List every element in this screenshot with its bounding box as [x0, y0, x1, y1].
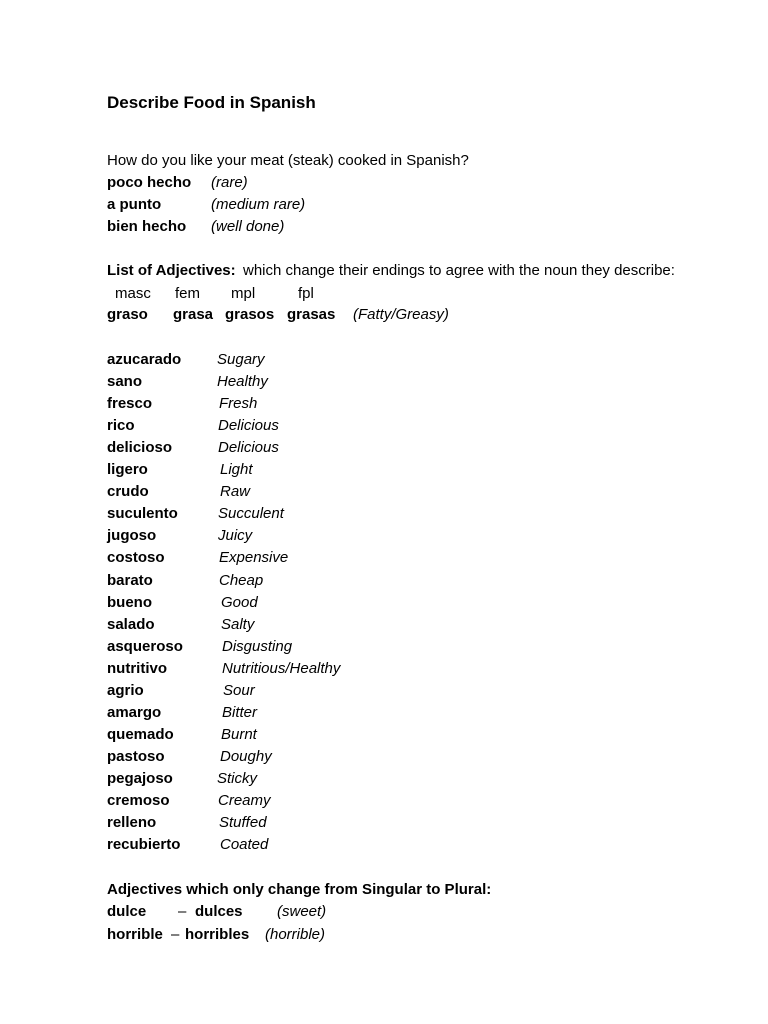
adjective-word: fresco	[107, 395, 153, 412]
plural-heading: Adjectives which only change from Singular to Plural:	[107, 881, 492, 898]
adjective-meaning: Fresh	[219, 395, 258, 412]
adjective-meaning: Bitter	[222, 704, 258, 721]
adjective-meaning: Creamy	[218, 792, 271, 809]
adjective-meaning: Raw	[220, 483, 251, 500]
adjective-word: quemado	[107, 726, 174, 743]
forms-header-fem: fem	[175, 285, 201, 302]
forms-header-masc: masc	[115, 285, 151, 302]
plural-meaning: (horrible)	[265, 926, 326, 943]
meat-term: poco hecho	[107, 174, 192, 191]
plural-meaning: (sweet)	[277, 903, 327, 920]
meat-term: a punto	[107, 196, 162, 213]
adjective-meaning: Stuffed	[219, 814, 267, 831]
meat-term: bien hecho	[107, 218, 187, 235]
example-masc: graso	[107, 306, 148, 323]
meat-question: How do you like your meat (steak) cooked in Spanish?	[107, 152, 469, 169]
adjective-meaning: Juicy	[218, 527, 253, 544]
meat-meaning: (medium rare)	[211, 196, 306, 213]
forms-header-fpl: fpl	[298, 285, 314, 302]
adjective-word: crudo	[107, 483, 149, 500]
plural-plural: dulces	[195, 903, 243, 920]
page-title: Describe Food in Spanish	[107, 93, 316, 112]
adjective-word: amargo	[107, 704, 162, 721]
adjective-word: nutritivo	[107, 660, 167, 677]
example-meaning: (Fatty/Greasy)	[353, 306, 449, 323]
adjective-word: azucarado	[107, 351, 182, 368]
adjective-word: asqueroso	[107, 638, 183, 655]
adjective-meaning: Doughy	[220, 748, 272, 765]
adjective-word: rico	[107, 417, 135, 434]
adjective-meaning: Good	[221, 594, 258, 611]
adjective-word: pegajoso	[107, 770, 173, 787]
adjective-meaning: Sticky	[217, 770, 258, 787]
adjective-meaning: Salty	[221, 616, 255, 633]
adjective-word: agrio	[107, 682, 144, 699]
adjective-word: delicioso	[107, 439, 173, 456]
plural-dash: –	[178, 903, 187, 920]
adjective-meaning: Delicious	[218, 439, 279, 456]
example-fem: grasa	[173, 306, 214, 323]
adjective-meaning: Light	[220, 461, 253, 478]
adjective-word: salado	[107, 616, 155, 633]
adjective-meaning: Burnt	[221, 726, 257, 743]
adjective-meaning: Cheap	[219, 572, 264, 589]
adjective-meaning: Expensive	[219, 549, 289, 566]
meat-meaning: (well done)	[211, 218, 285, 235]
adjective-word: bueno	[107, 594, 152, 611]
adjective-meaning: Nutritious/Healthy	[222, 660, 341, 677]
adjective-meaning: Sugary	[217, 351, 265, 368]
plural-dash: –	[171, 926, 180, 943]
plural-plural: horribles	[185, 926, 250, 943]
adjective-word: barato	[107, 572, 153, 589]
adjective-meaning: Sour	[223, 682, 255, 699]
adjective-word: cremoso	[107, 792, 170, 809]
plural-singular: horrible	[107, 926, 163, 943]
plural-singular: dulce	[107, 903, 147, 920]
adjective-word: recubierto	[107, 836, 181, 853]
adjective-meaning: Disgusting	[222, 638, 293, 655]
adjectives-heading-rest: which change their endings to agree with the noun they describe:	[243, 262, 675, 279]
adjective-meaning: Healthy	[217, 373, 268, 390]
adjective-meaning: Succulent	[218, 505, 284, 522]
adjective-word: relleno	[107, 814, 157, 831]
adjective-word: costoso	[107, 549, 165, 566]
example-mpl: grasos	[225, 306, 275, 323]
adjective-word: ligero	[107, 461, 148, 478]
adjective-word: suculento	[107, 505, 178, 522]
adjective-meaning: Coated	[220, 836, 269, 853]
meat-meaning: (rare)	[211, 174, 248, 191]
adjective-word: sano	[107, 373, 143, 390]
example-fpl: grasas	[287, 306, 336, 323]
adjectives-heading: List of Adjectives:	[107, 262, 236, 279]
forms-header-mpl: mpl	[231, 285, 256, 302]
adjective-word: jugoso	[107, 527, 157, 544]
adjective-word: pastoso	[107, 748, 165, 765]
adjective-meaning: Delicious	[218, 417, 279, 434]
